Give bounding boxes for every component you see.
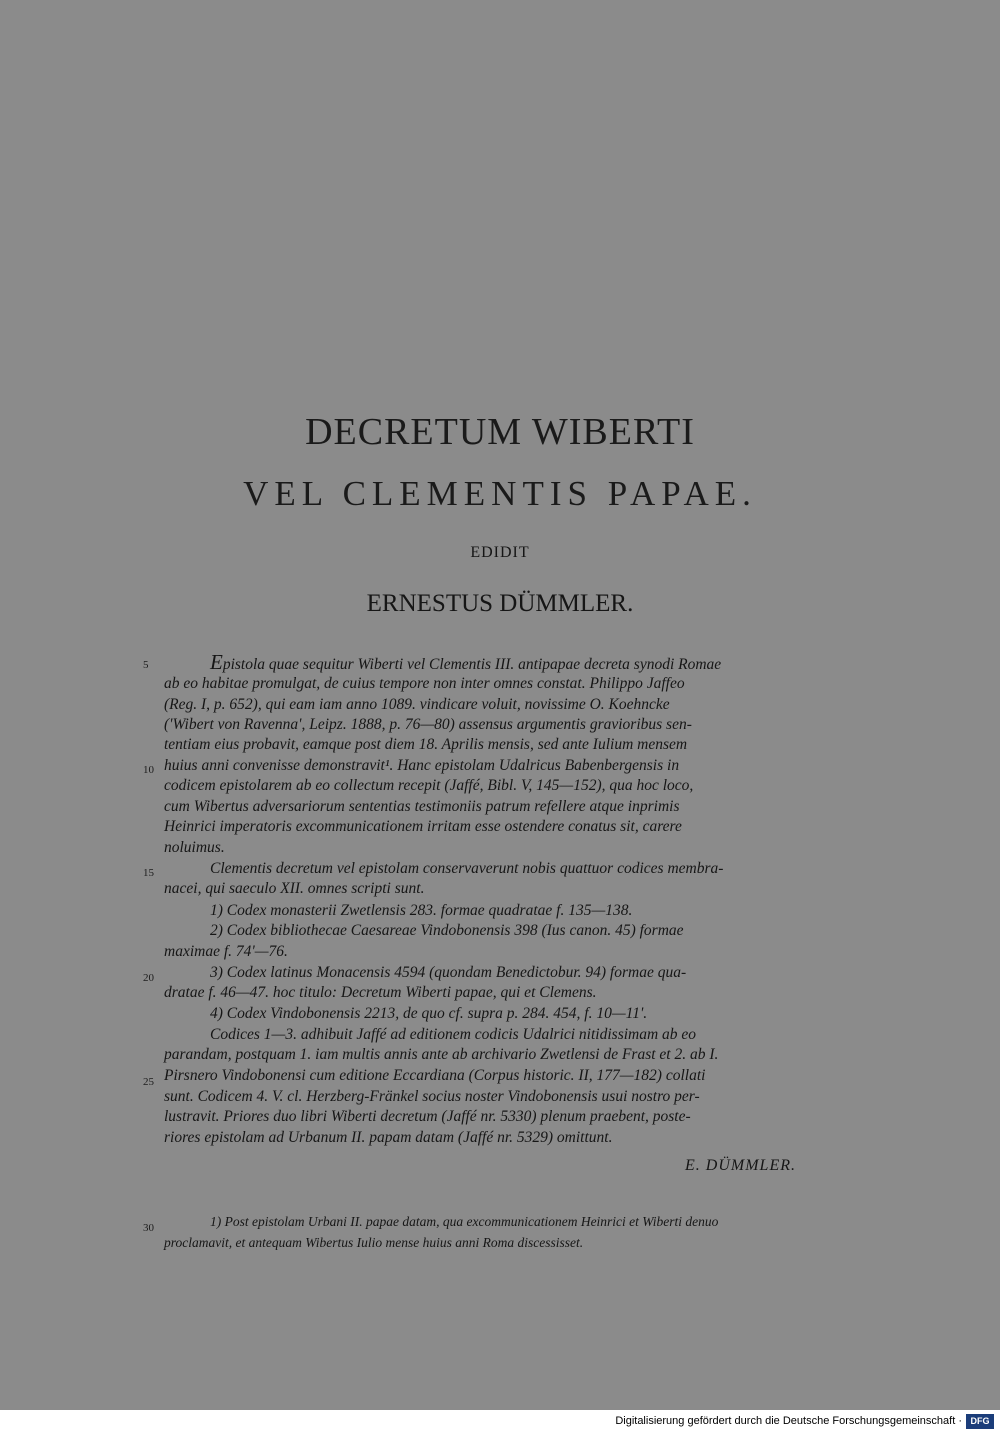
credit-bar — [0, 1410, 1000, 1434]
text-line: riores epistolam ad Urbanum II. papam datam (Jaffé nr. 5329) omittunt. — [164, 1129, 613, 1146]
text-line: parandam, postquam 1. iam multis annis ante ab archivario Zwetlensi de Frast et 2. ab I. — [164, 1046, 719, 1063]
text-line: Codices 1—3. adhibuit Jaffé ad editionem codicis Udalrici nitidissimam ab eo — [210, 1026, 697, 1043]
dfg-logo-icon: DFG — [966, 1414, 994, 1429]
text-line: maximae f. 74'—76. — [164, 943, 288, 960]
text-line: tentiam eius probavit, eamque post diem 18. Aprilis mensis, sed ante Iulium mensem — [164, 736, 688, 753]
text-line: Clementis decretum vel epistolam conservaverunt nobis quattuor codices membra- — [210, 860, 724, 877]
line-number: 5 — [143, 659, 149, 671]
text-line: (Reg. I, p. 652), qui eam iam anno 1089. vindicare voluit, novissime O. Koehncke — [164, 696, 670, 713]
author-name: ERNESTUS DÜMMLER. — [366, 590, 634, 617]
line-number: 30 — [143, 1222, 154, 1234]
text-line: huius anni convenisse demonstravit¹. Hanc epistolam Udalricus Babenbergensis in — [164, 757, 680, 774]
title-line-2: VEL CLEMENTIS PAPAE. — [243, 474, 757, 513]
line-number: 10 — [143, 764, 154, 776]
line-number: 25 — [143, 1076, 154, 1088]
signature: E. DÜMMLER. — [685, 1157, 796, 1174]
line-number: 15 — [143, 867, 154, 879]
title-line-1: DECRETUM WIBERTI — [305, 411, 695, 453]
text-line: codicem epistolarem ab eo collectum recepit (Jaffé, Bibl. V, 145—152), qua hoc loco, — [164, 777, 694, 794]
text-line: 2) Codex bibliothecae Caesareae Vindobonensis 398 (Ius canon. 45) formae — [210, 922, 684, 939]
text-line: Heinrici imperatoris excommunicationem irritam esse ostendere conatus sit, carere — [164, 818, 682, 835]
text-line: ('Wibert von Ravenna', Leipz. 1888, p. 76—80) assensus argumentis gravioribus sen- — [164, 716, 692, 733]
text-line: 4) Codex Vindobonensis 2213, de quo cf. supra p. 284. 454, f. 10—11'. — [210, 1005, 648, 1022]
text-line: 1) Codex monasterii Zwetlensis 283. formae quadratae f. 135—138. — [210, 902, 633, 919]
funding-credit: Digitalisierung gefördert durch die Deutsche Forschungsgemeinschaft · — [615, 1415, 962, 1427]
footnote-line: proclamavit, et antequam Wibertus Iulio mense huius anni Roma discessisset. — [164, 1235, 584, 1250]
text-line: dratae f. 46—47. hoc titulo: Decretum Wiberti papae, qui et Clemens. — [164, 984, 597, 1001]
text-line: nacei, qui saeculo XII. omnes scripti sunt. — [164, 880, 425, 897]
edidit-label: EDIDIT — [470, 544, 530, 561]
text-line: 3) Codex latinus Monacensis 4594 (quondam Benedictobur. 94) formae qua- — [210, 964, 687, 981]
line-number: 20 — [143, 972, 154, 984]
text-line: lustravit. Priores duo libri Wiberti decretum (Jaffé nr. 5330) plenum praebent, poste- — [164, 1108, 691, 1125]
text-line: Pirsnero Vindobonensi cum editione Eccardiana (Corpus historic. II, 177—182) collati — [164, 1067, 706, 1084]
text-line: Epistola quae sequitur Wiberti vel Clementis III. antipapae decreta synodi Romae — [210, 650, 722, 674]
text-line: noluimus. — [164, 839, 225, 856]
drop-capital: E — [210, 650, 223, 674]
text-line: sunt. Codicem 4. V. cl. Herzberg-Fränkel socius noster Vindobonensis usui nostro per- — [164, 1088, 700, 1105]
text-line: cum Wibertus adversariorum sententias testimoniis patrum refellere atque inprimis — [164, 798, 680, 815]
footnote-line: 1) Post epistolam Urbani II. papae datam, qua excommunicationem Heinrici et Wiberti denuo — [210, 1214, 719, 1229]
text-line: ab eo habitae promulgat, de cuius tempore non inter omnes constat. Philippo Jaffeo — [164, 675, 685, 692]
